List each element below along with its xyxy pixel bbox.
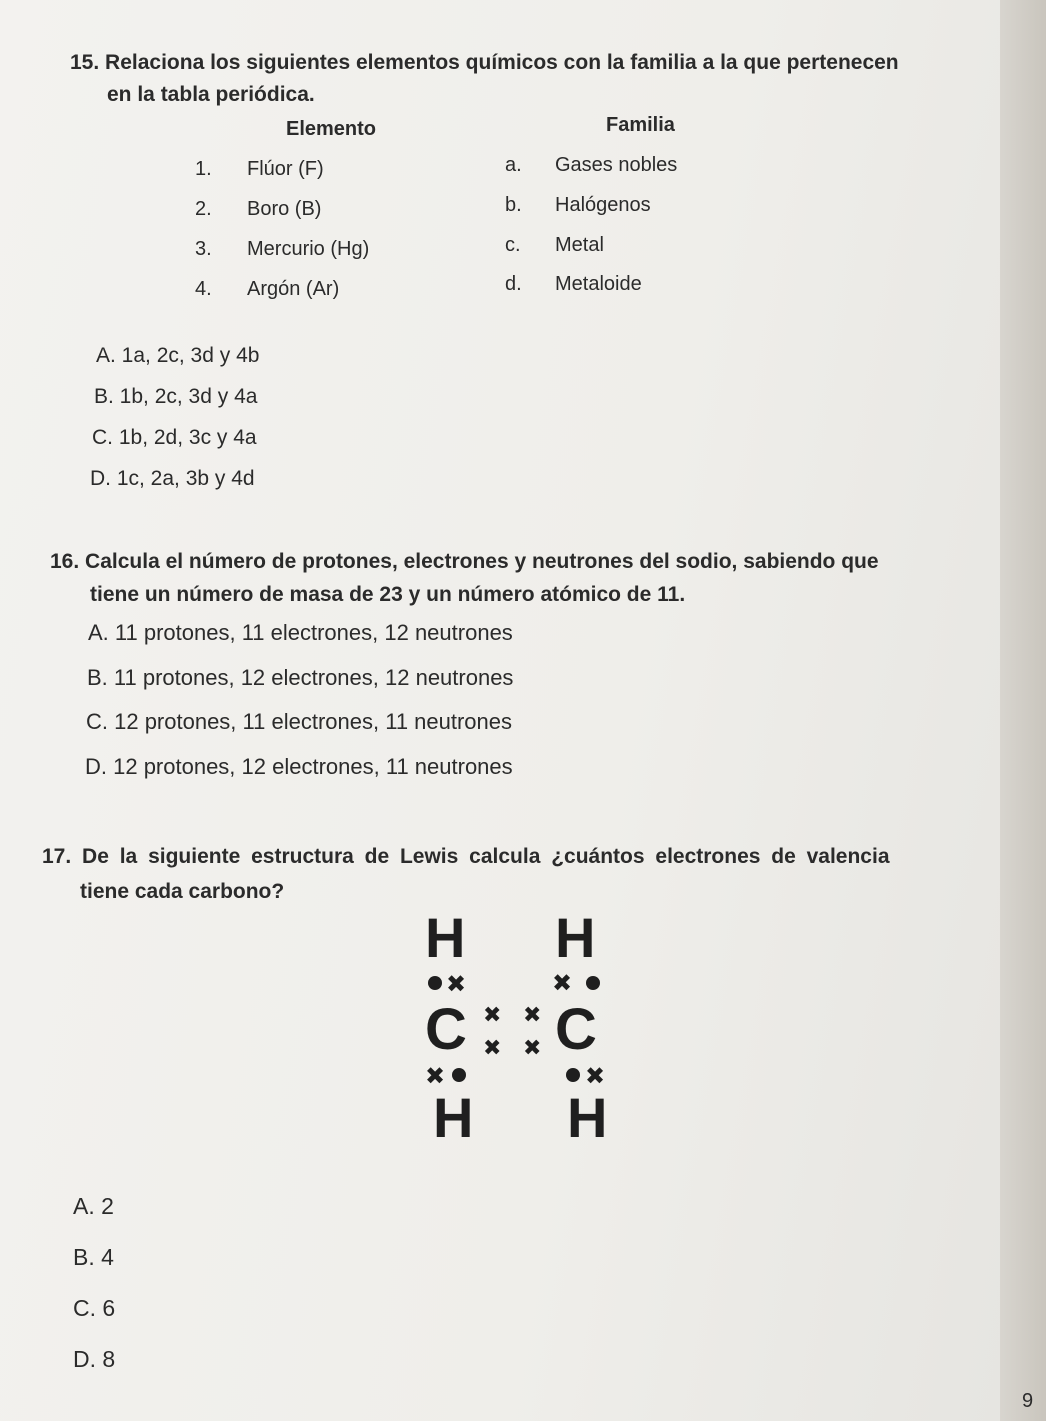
q16-option-a: A. 11 protones, 11 electrones, 12 neutrones — [88, 620, 513, 645]
q15-text-line1: Relaciona los siguientes elementos químicos con la familia a la que pertenecen — [105, 51, 899, 74]
q15-family-b: b. Halógenos — [505, 194, 651, 216]
q16-option-c: C. 12 protones, 11 electrones, 11 neutrones — [86, 709, 513, 734]
q17-option-b: B. 4 — [73, 1244, 114, 1270]
q15-title — [70, 48, 970, 78]
q15-option-c: C. 1b, 2d, 3c y 4a — [92, 426, 257, 449]
q15-element-4: 4. Argón (Ar) — [195, 278, 340, 300]
electron-cross-icon: ✖ — [483, 1036, 502, 1061]
q17-number: 17. — [42, 845, 72, 868]
q16-option-b: B. 11 protones, 12 electrones, 12 neutrones — [87, 665, 514, 690]
lewis-h-top-left: H — [425, 906, 466, 969]
q15-option-d: D. 1c, 2a, 3b y 4d — [90, 467, 255, 490]
q16-text-line1: Calcula el número de protones, electrones y neutrones del sodio, sabiendo que — [85, 550, 879, 573]
q15-col-family: Familia — [606, 114, 675, 136]
q17-option-c: C. 6 — [73, 1295, 116, 1321]
q16-text-line2: tiene un número de masa de 23 y un número atómico de 11. — [90, 583, 686, 606]
electron-dot-icon — [428, 976, 442, 990]
q15-number: 15. — [70, 51, 100, 74]
q15-element-3: 3. Mercurio (Hg) — [195, 238, 370, 260]
lewis-h-top-right: H — [555, 906, 596, 969]
q15-text-line2: en la tabla periódica. — [107, 83, 315, 106]
q17-option-a: A. 2 — [73, 1193, 114, 1219]
q15-element-1: 1. Flúor (F) — [195, 158, 324, 180]
page-number: 9 — [1022, 1390, 1034, 1412]
q17-option-d: D. 8 — [73, 1346, 116, 1372]
q16-title — [50, 547, 990, 577]
lewis-h-bottom-left: H — [433, 1086, 474, 1145]
q15-option-b: B. 1b, 2c, 3d y 4a — [94, 385, 258, 408]
q17-title — [42, 842, 1002, 872]
electron-cross-icon: ✖ — [483, 1003, 502, 1028]
q15-family-d: d. Metaloide — [505, 273, 642, 295]
electron-cross-icon: ✖ — [523, 1036, 542, 1061]
electron-dot-icon — [566, 1068, 580, 1082]
electron-cross-icon: ✖ — [425, 1062, 446, 1090]
lewis-structure — [415, 905, 625, 1145]
q17-text-line1: De la siguiente estructura de Lewis calcula ¿cuántos electrones de valencia — [82, 845, 890, 868]
electron-dot-icon — [586, 976, 600, 990]
electron-cross-icon: ✖ — [585, 1062, 606, 1090]
q15-col-element: Elemento — [286, 118, 377, 140]
electron-dot-icon — [452, 1068, 466, 1082]
q16-number: 16. — [50, 550, 80, 573]
q15-family-a: a. Gases nobles — [505, 154, 678, 176]
electron-cross-icon: ✖ — [446, 970, 467, 998]
electron-cross-icon: ✖ — [552, 969, 573, 997]
q15-option-a: A. 1a, 2c, 3d y 4b — [96, 344, 260, 367]
q15-family-c: c. Metal — [505, 234, 604, 256]
electron-cross-icon: ✖ — [523, 1003, 542, 1028]
desk-edge — [1000, 0, 1046, 1421]
q16-option-d: D. 12 protones, 12 electrones, 11 neutrones — [85, 754, 513, 779]
lewis-c-right: C — [555, 997, 597, 1062]
q15-element-2: 2. Boro (B) — [195, 198, 322, 220]
lewis-h-bottom-right: H — [567, 1086, 608, 1145]
q17-text-line2: tiene cada carbono? — [80, 880, 285, 903]
lewis-c-left: C — [425, 997, 467, 1062]
